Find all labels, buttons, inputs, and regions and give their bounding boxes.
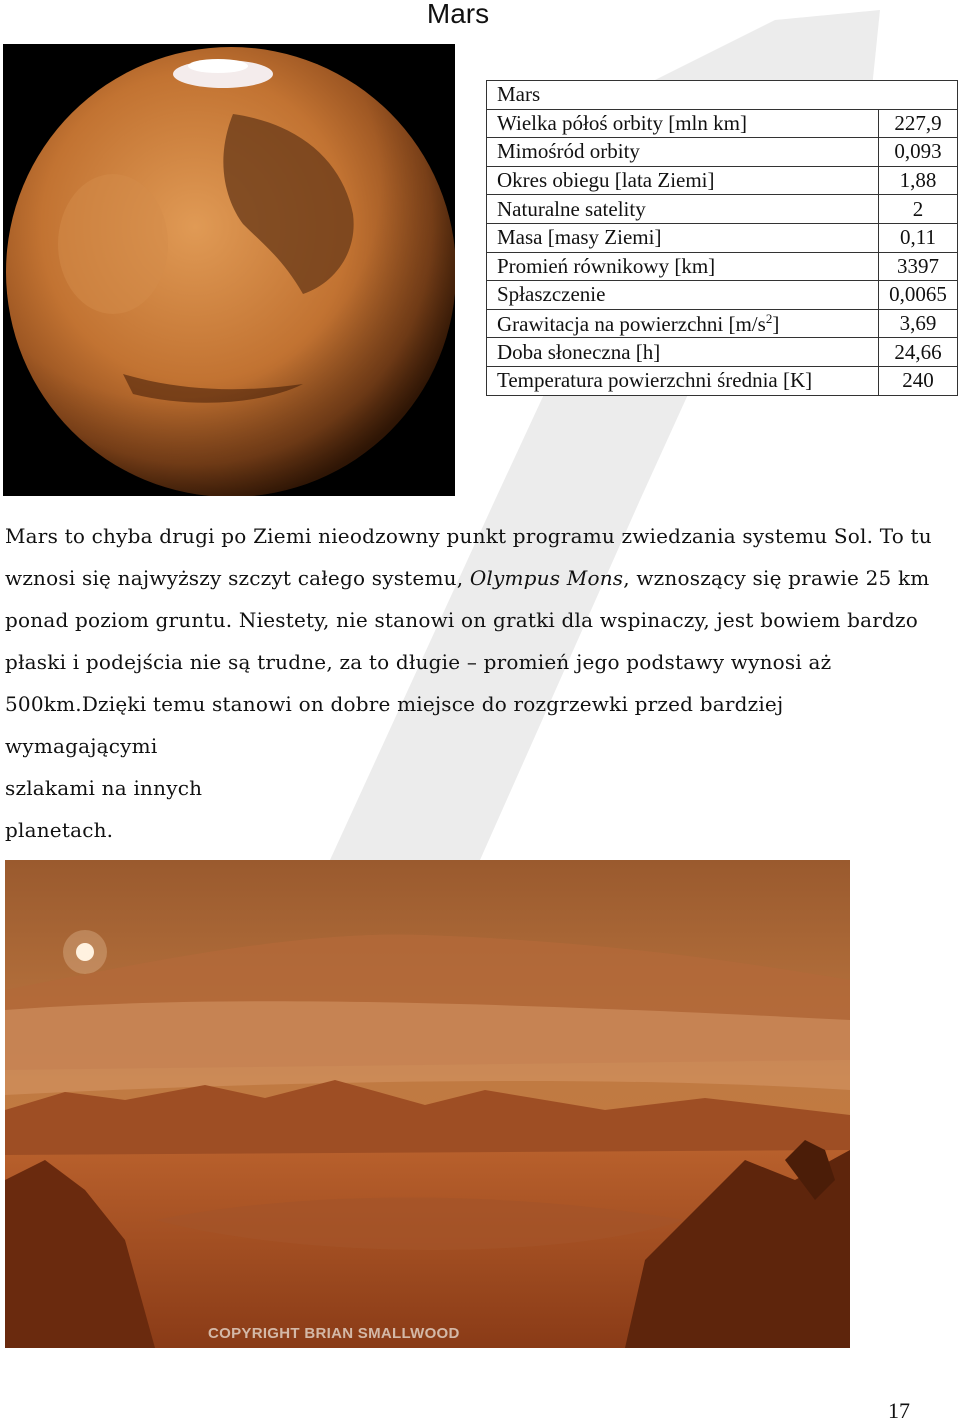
row-label: Masa [masy Ziemi] <box>487 223 879 252</box>
page-number: 17 <box>888 1398 910 1423</box>
row-label: Okres obiegu [lata Ziemi] <box>487 166 879 195</box>
row-value: 240 <box>879 366 958 395</box>
paragraph-text-before: Mars to chyba drugi po Ziemi nieodzowny punkt programu zwiedzania systemu Sol. To tu wznosi się najwyższy szczyt całego systemu, <box>5 524 932 590</box>
paragraph-line: szlakami na innych <box>5 776 203 800</box>
olympus-mons-name: Olympus Mons <box>469 566 624 590</box>
row-value: 2 <box>879 195 958 224</box>
row-value: 0,11 <box>879 223 958 252</box>
row-value: 24,66 <box>879 338 958 367</box>
row-label <box>487 309 879 338</box>
table-row <box>487 223 958 252</box>
paragraph-line: planetach. <box>5 818 114 842</box>
row-label: Wielka półoś orbity [mln km] <box>487 109 879 138</box>
table-row <box>487 281 958 310</box>
table-row <box>487 338 958 367</box>
row-label: Naturalne satelity <box>487 195 879 224</box>
table-row <box>487 109 958 138</box>
row-label: Promień równikowy [km] <box>487 252 879 281</box>
paragraph-main <box>5 515 935 767</box>
table-header-row <box>487 81 958 110</box>
row-value: 227,9 <box>879 109 958 138</box>
table-header-cell: Mars <box>487 81 958 110</box>
row-label-tail: ] <box>772 312 780 337</box>
row-label: Spłaszczenie <box>487 281 879 310</box>
copyright-watermark: COPYRIGHT BRIAN SMALLWOOD <box>208 1325 460 1342</box>
row-label: Doba słoneczna [h] <box>487 338 879 367</box>
table-row <box>487 366 958 395</box>
page-title: Mars <box>426 0 490 29</box>
row-value: 0,0065 <box>879 281 958 310</box>
body-paragraph <box>5 515 935 851</box>
mars-globe-photo <box>3 44 455 496</box>
mars-landscape-photo <box>5 860 850 1348</box>
paragraph-text-after: , wznoszący się prawie 25 km ponad poziom gruntu. Niestety, nie stanowi on gratki dla wspinaczy, jest bowiem bardzo płaski i podejścia nie są trudne, za to długie – promień jego podstawy wynosi aż 500km.Dzięki temu stanowi on dobre miejsce do rozgrzewki przed bardziej wymagającymi <box>5 566 930 758</box>
row-label: Mimośród orbity <box>487 138 879 167</box>
mars-facts-table <box>486 80 958 396</box>
row-value: 0,093 <box>879 138 958 167</box>
row-label: Temperatura powierzchni średnia [K] <box>487 366 879 395</box>
table-row <box>487 252 958 281</box>
row-label-superscript: 2 <box>765 311 773 327</box>
table-row <box>487 166 958 195</box>
table-row <box>487 195 958 224</box>
row-label-text: Grawitacja na powierzchni [m/s <box>497 312 766 337</box>
row-value: 3,69 <box>879 309 958 338</box>
row-value: 1,88 <box>879 166 958 195</box>
table-row <box>487 309 958 338</box>
row-value: 3397 <box>879 252 958 281</box>
table-row <box>487 138 958 167</box>
